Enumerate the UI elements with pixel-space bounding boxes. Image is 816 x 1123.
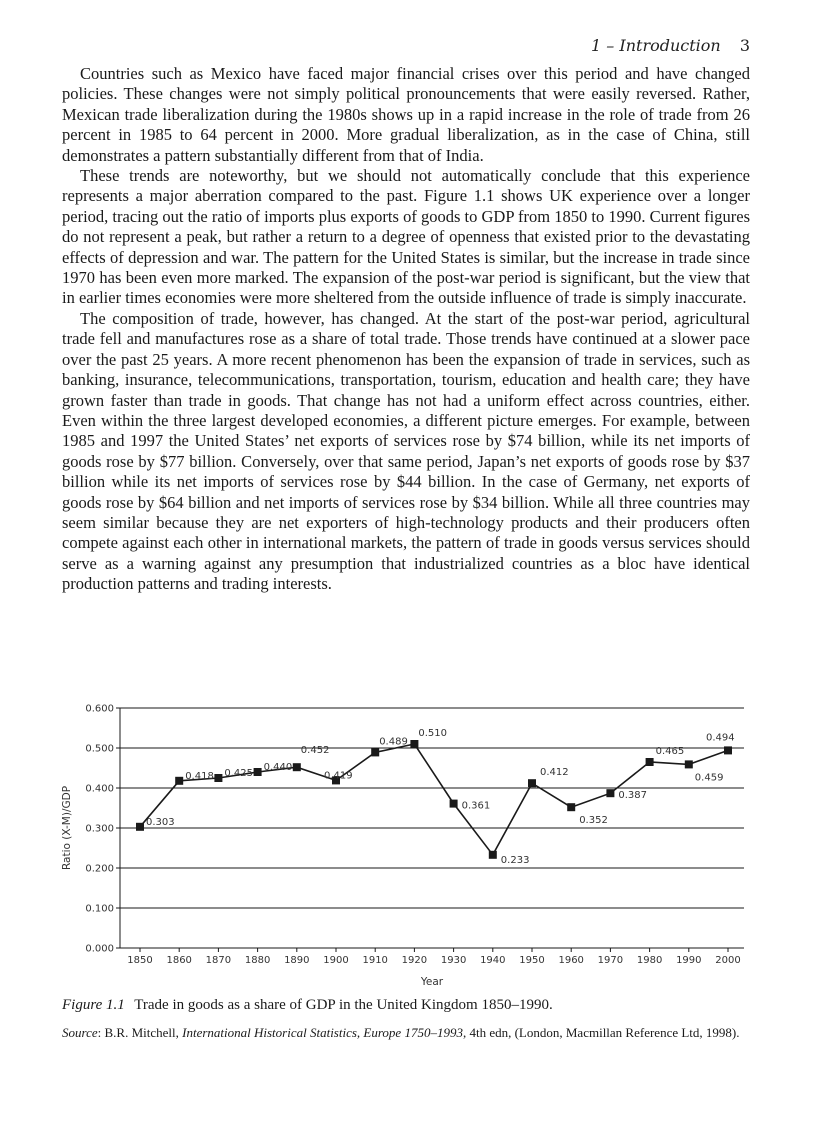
data-label: 0.510	[418, 728, 448, 739]
x-tick-label: 1860	[166, 955, 192, 966]
x-tick-label: 1910	[362, 955, 388, 966]
data-point-marker	[175, 777, 183, 785]
x-tick-label: 1960	[558, 955, 584, 966]
x-tick-label: 2000	[715, 955, 741, 966]
data-point-marker	[528, 779, 536, 787]
x-tick-label: 1940	[480, 955, 506, 966]
data-label: 0.425	[224, 768, 254, 779]
x-tick-label: 1980	[636, 955, 663, 966]
x-tick-label: 1970	[597, 955, 624, 966]
data-label: 0.352	[579, 815, 608, 827]
figure-source: Source: B.R. Mitchell, International Historical Statistics, Europe 1750–1993, 4th edn, (London, Macmillan Reference Ltd, 1998).	[62, 1025, 740, 1040]
source-rest: , 4th edn, (London, Macmillan Reference Ltd, 1998).	[462, 1025, 740, 1040]
data-point-marker	[489, 851, 497, 859]
source-label: Source	[62, 1025, 98, 1040]
y-tick-label: 0.300	[85, 823, 114, 835]
source-author: B.R. Mitchell,	[104, 1025, 183, 1040]
x-tick-label: 1930	[440, 955, 467, 966]
figure-label: Figure 1.1	[62, 997, 125, 1013]
y-tick-label: 0.600	[85, 703, 114, 715]
data-label: 0.494	[706, 732, 735, 744]
y-tick-label: 0.400	[85, 783, 114, 795]
data-point-marker	[567, 803, 575, 811]
chapter-title: 1 – Introduction	[591, 36, 721, 55]
y-axis-title: Ratio (X-M)/GDP	[61, 785, 73, 871]
figure-caption	[62, 997, 752, 1014]
data-label: 0.233	[500, 854, 530, 866]
data-point-marker	[606, 789, 614, 797]
data-point-marker	[724, 746, 732, 754]
data-label: 0.465	[655, 746, 685, 757]
y-tick-label: 0.500	[85, 743, 114, 755]
x-axis-title: Year	[420, 976, 444, 988]
running-header	[591, 36, 750, 55]
data-label: 0.361	[461, 800, 491, 812]
data-label: 0.412	[540, 767, 569, 779]
paragraph-1: Countries such as Mexico have faced major financial crises over this period and have changed policies. These changes were not simply political pronouncements that were easily reversed. Rather, Mexican trade liberalization during the 1980s shows up in a rapid increase in the role of trade from 26 percent in 1985 to 64 percent in 2000. More gradual liberalization, as in the case of China, still demonstrates a pattern substantially different from that of India.	[62, 64, 750, 165]
y-tick-label: 0.200	[85, 863, 114, 875]
y-tick-label: 0.000	[85, 943, 114, 955]
x-tick-label: 1890	[284, 955, 310, 966]
x-tick-label: 1990	[676, 955, 702, 966]
data-point-marker	[450, 800, 458, 808]
y-tick-label: 0.100	[85, 903, 114, 915]
data-label: 0.418	[185, 770, 214, 782]
data-label: 0.452	[300, 745, 330, 757]
x-tick-label: 1920	[401, 955, 428, 966]
data-point-marker	[410, 740, 418, 748]
page-number: 3	[739, 36, 750, 55]
x-tick-label: 1880	[244, 955, 271, 966]
x-tick-label: 1850	[127, 955, 153, 966]
paragraph-3: The composition of trade, however, has changed. At the start of the post-war period, agricultural trade fell and manufactures rose as a share of total trade. Those trends have continued at a slower pace over the past 25 years. A more recent phenomenon has been the expansion of trade in services, such as banking, insurance, telecommunications, transportation, tourism, education and health care; they have grown faster than trade in goods. That change has not had a uniform effect across countries, either. Even within the three largest developed economies, a different picture emerges. For example, between 1985 and 1997 the United States’ net exports of services rose by $74 billion, while its net imports of goods rose by $77 billion. Conversely, over that same period, Japan’s net exports of goods rose by $37 billion while its net imports of services rose by $44 billion. In the case of Germany, net exports of goods rose by $64 billion and net imports of services rose by $34 billion. While all three countries may seem similar because they are net exporters of high-technology products and their producers often compete against each other in international markets, the pattern of trade in goods versus services should serve as a warning against any presumption that industrialized countries as a bloc have identical production patterns and trading interests.	[62, 308, 750, 594]
x-tick-label: 1870	[205, 955, 232, 966]
figure-caption-text: Trade in goods as a share of GDP in the United Kingdom 1850–1990.	[134, 997, 553, 1013]
data-point-marker	[293, 763, 301, 771]
data-label: 0.440	[263, 762, 293, 773]
data-point-marker	[371, 748, 379, 756]
figure-chart	[52, 696, 762, 996]
x-tick-label: 1950	[519, 955, 545, 966]
body-text	[62, 64, 750, 595]
data-label: 0.303	[146, 816, 175, 828]
data-point-marker	[254, 768, 262, 776]
data-point-marker	[214, 774, 222, 782]
data-point-marker	[685, 760, 693, 768]
data-point-marker	[646, 758, 654, 766]
data-label: 0.459	[694, 772, 724, 784]
x-tick-label: 1900	[323, 955, 349, 966]
data-label: 0.387	[618, 790, 648, 802]
paragraph-2: These trends are noteworthy, but we should not automatically conclude that this experience represents a major aberration compared to the past. Figure 1.1 shows UK experience over a longer period, tracing out the ratio of imports plus exports of goods to GDP from 1850 to 1990. Current figures do not represent a peak, but rather a return to a degree of openness that existed prior to the devastating effects of depression and war. The pattern for the United States is similar, but the increase in trade since 1970 has been even more marked. The expansion of the post-war period is significant, but the view that in earlier times economies were more sheltered from the outside influence of trade is simply inaccurate.	[62, 166, 750, 308]
data-label: 0.489	[379, 736, 408, 748]
data-point-marker	[136, 823, 144, 831]
line-chart	[52, 696, 762, 996]
source-title: International Historical Statistics, Europe 1750–1993	[182, 1025, 463, 1040]
data-label: 0.419	[324, 770, 353, 782]
